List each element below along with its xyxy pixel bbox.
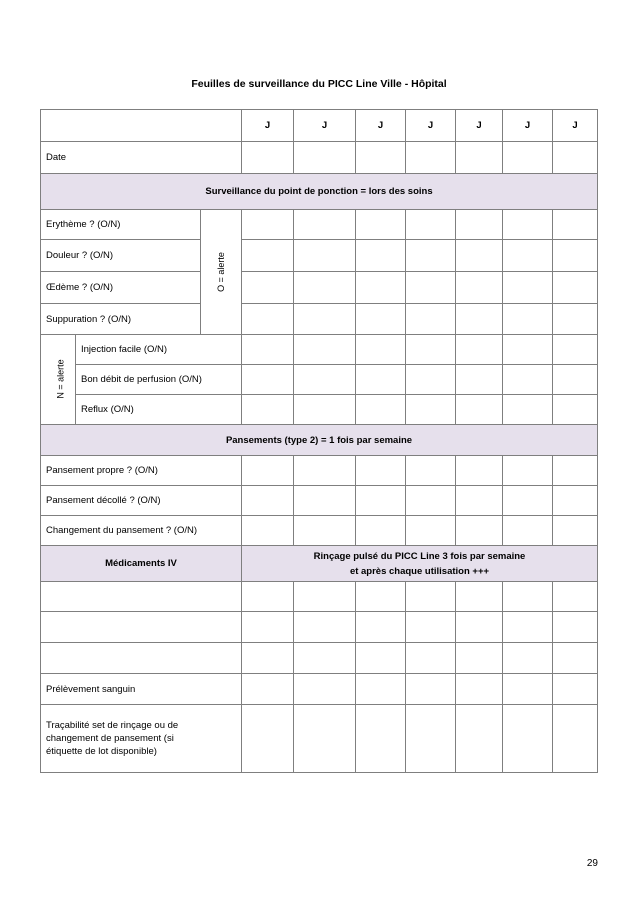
entry-cell[interactable] <box>553 516 598 546</box>
entry-cell[interactable] <box>242 643 294 674</box>
tracabilite-line: changement de pansement (si <box>46 733 174 744</box>
entry-cell[interactable] <box>294 674 356 705</box>
day-header: J <box>294 110 356 142</box>
o-row <box>41 304 598 335</box>
entry-cell[interactable] <box>406 705 456 773</box>
section-header-row <box>41 174 598 210</box>
prelevement-row <box>41 674 598 705</box>
entry-cell[interactable] <box>242 612 294 643</box>
entry-cell[interactable] <box>406 516 456 546</box>
rincage-line: et après chaque utilisation +++ <box>349 565 490 577</box>
entry-cell[interactable] <box>242 272 294 304</box>
tracabilite-line: étiquette de lot disponible) <box>46 746 157 757</box>
entry-cell[interactable] <box>503 582 553 612</box>
tracabilite-row <box>41 705 598 773</box>
entry-cell[interactable] <box>242 674 294 705</box>
medicaments-title: Médicaments IV <box>41 546 242 582</box>
day-header-row <box>41 110 598 142</box>
entry-cell[interactable] <box>294 142 356 174</box>
row-label: Pansement propre ? (O/N) <box>41 456 242 486</box>
entry-cell[interactable] <box>294 516 356 546</box>
n-row <box>41 335 598 365</box>
entry-cell[interactable] <box>553 643 598 674</box>
entry-cell[interactable] <box>456 456 503 486</box>
day-header: J <box>406 110 456 142</box>
entry-cell[interactable] <box>242 365 294 395</box>
pansement-row <box>41 486 598 516</box>
entry-cell[interactable] <box>503 272 553 304</box>
entry-cell[interactable] <box>242 304 294 335</box>
entry-cell[interactable] <box>553 304 598 335</box>
day-header: J <box>503 110 553 142</box>
entry-cell[interactable] <box>456 395 503 425</box>
entry-cell[interactable] <box>553 240 598 272</box>
entry-cell[interactable] <box>406 272 456 304</box>
entry-cell[interactable] <box>406 643 456 674</box>
entry-cell[interactable] <box>503 395 553 425</box>
n-alerte-text: N = alerte <box>55 359 66 399</box>
entry-cell[interactable] <box>553 272 598 304</box>
entry-cell[interactable] <box>294 395 356 425</box>
day-header: J <box>553 110 598 142</box>
tracabilite-label <box>41 705 242 773</box>
entry-cell[interactable] <box>242 516 294 546</box>
row-label: Injection facile (O/N) <box>76 335 242 365</box>
n-alerte-label <box>41 335 76 425</box>
entry-cell[interactable] <box>456 240 503 272</box>
entry-cell[interactable] <box>356 395 406 425</box>
entry-cell[interactable] <box>553 210 598 240</box>
tracabilite-line: Traçabilité set de rinçage ou de <box>46 720 179 731</box>
row-label: Prélèvement sanguin <box>41 674 242 705</box>
entry-cell[interactable] <box>456 643 503 674</box>
entry-cell[interactable] <box>456 335 503 365</box>
entry-cell[interactable] <box>553 456 598 486</box>
entry-cell[interactable] <box>356 643 406 674</box>
entry-cell[interactable] <box>294 365 356 395</box>
row-label: Pansement décollé ? (O/N) <box>41 486 242 516</box>
entry-cell[interactable] <box>356 516 406 546</box>
entry-cell[interactable] <box>503 240 553 272</box>
entry-cell[interactable] <box>242 582 294 612</box>
row-label: Douleur ? (O/N) <box>41 240 201 272</box>
section-header-row <box>41 425 598 456</box>
o-row <box>41 272 598 304</box>
entry-cell[interactable] <box>406 395 456 425</box>
entry-cell[interactable] <box>356 486 406 516</box>
entry-cell[interactable] <box>456 210 503 240</box>
medicament-row <box>41 582 598 612</box>
entry-cell[interactable] <box>406 456 456 486</box>
entry-cell[interactable] <box>406 142 456 174</box>
entry-cell[interactable] <box>553 142 598 174</box>
row-label: Changement du pansement ? (O/N) <box>41 516 242 546</box>
row-label: Date <box>41 142 242 174</box>
o-row <box>41 210 598 240</box>
entry-cell[interactable] <box>242 395 294 425</box>
entry-cell[interactable] <box>406 335 456 365</box>
entry-cell[interactable] <box>294 272 356 304</box>
entry-cell[interactable] <box>356 705 406 773</box>
entry-cell[interactable] <box>456 516 503 546</box>
header-blank-cell <box>41 110 242 142</box>
entry-cell[interactable] <box>456 582 503 612</box>
rincage-line: Rinçage pulsé du PICC Line 3 fois par semaine <box>313 550 526 562</box>
entry-cell[interactable] <box>456 612 503 643</box>
entry-cell[interactable] <box>294 582 356 612</box>
day-header: J <box>456 110 503 142</box>
entry-cell[interactable] <box>242 486 294 516</box>
entry-cell[interactable] <box>503 612 553 643</box>
entry-cell[interactable] <box>553 365 598 395</box>
entry-cell[interactable] <box>503 142 553 174</box>
medicament-name-cell[interactable] <box>41 582 242 612</box>
entry-cell[interactable] <box>242 705 294 773</box>
pansement-row <box>41 456 598 486</box>
row-label: Bon débit de perfusion (O/N) <box>76 365 242 395</box>
n-row <box>41 365 598 395</box>
medicaments-header-row <box>41 546 598 582</box>
row-label: Suppuration ? (O/N) <box>41 304 201 335</box>
entry-cell[interactable] <box>294 705 356 773</box>
page-number: 29 <box>586 858 598 869</box>
entry-cell[interactable] <box>294 335 356 365</box>
entry-cell[interactable] <box>294 486 356 516</box>
entry-cell[interactable] <box>503 674 553 705</box>
section-title: Pansements (type 2) = 1 fois par semaine <box>41 425 598 456</box>
medicament-name-cell[interactable] <box>41 643 242 674</box>
pansement-row <box>41 516 598 546</box>
entry-cell[interactable] <box>356 304 406 335</box>
entry-cell[interactable] <box>356 240 406 272</box>
entry-cell[interactable] <box>242 240 294 272</box>
entry-cell[interactable] <box>456 142 503 174</box>
entry-cell[interactable] <box>456 674 503 705</box>
entry-cell[interactable] <box>356 365 406 395</box>
o-alerte-label <box>201 210 242 335</box>
entry-cell[interactable] <box>456 272 503 304</box>
entry-cell[interactable] <box>294 456 356 486</box>
o-alerte-text: O = alerte <box>216 251 226 292</box>
entry-cell[interactable] <box>406 674 456 705</box>
entry-cell[interactable] <box>356 456 406 486</box>
medicament-row <box>41 612 598 643</box>
row-label: Reflux (O/N) <box>76 395 242 425</box>
medicament-name-cell[interactable] <box>41 612 242 643</box>
section-title: Surveillance du point de ponction = lors des soins <box>41 174 598 210</box>
entry-cell[interactable] <box>503 335 553 365</box>
date-row <box>41 142 598 174</box>
entry-cell[interactable] <box>294 643 356 674</box>
entry-cell[interactable] <box>406 486 456 516</box>
day-header: J <box>356 110 406 142</box>
entry-cell[interactable] <box>406 210 456 240</box>
entry-cell[interactable] <box>406 304 456 335</box>
entry-cell[interactable] <box>503 304 553 335</box>
entry-cell[interactable] <box>553 335 598 365</box>
entry-cell[interactable] <box>553 612 598 643</box>
entry-cell[interactable] <box>294 210 356 240</box>
entry-cell[interactable] <box>553 674 598 705</box>
entry-cell[interactable] <box>553 395 598 425</box>
entry-cell[interactable] <box>356 612 406 643</box>
entry-cell[interactable] <box>406 612 456 643</box>
entry-cell[interactable] <box>242 335 294 365</box>
entry-cell[interactable] <box>456 365 503 395</box>
entry-cell[interactable] <box>356 272 406 304</box>
entry-cell[interactable] <box>553 582 598 612</box>
entry-cell[interactable] <box>242 142 294 174</box>
entry-cell[interactable] <box>356 582 406 612</box>
entry-cell[interactable] <box>503 456 553 486</box>
entry-cell[interactable] <box>456 705 503 773</box>
entry-cell[interactable] <box>356 335 406 365</box>
entry-cell[interactable] <box>294 612 356 643</box>
n-row <box>41 395 598 425</box>
entry-cell[interactable] <box>406 240 456 272</box>
day-header: J <box>242 110 294 142</box>
entry-cell[interactable] <box>503 210 553 240</box>
rincage-note <box>242 546 598 582</box>
entry-cell[interactable] <box>456 486 503 516</box>
entry-cell[interactable] <box>503 486 553 516</box>
o-row <box>41 240 598 272</box>
entry-cell[interactable] <box>503 365 553 395</box>
entry-cell[interactable] <box>553 705 598 773</box>
surveillance-table <box>40 109 598 773</box>
entry-cell[interactable] <box>356 674 406 705</box>
entry-cell[interactable] <box>294 240 356 272</box>
entry-cell[interactable] <box>242 210 294 240</box>
medicament-row <box>41 643 598 674</box>
entry-cell[interactable] <box>356 210 406 240</box>
entry-cell[interactable] <box>406 582 456 612</box>
entry-cell[interactable] <box>406 365 456 395</box>
page-title: Feuilles de surveillance du PICC Line Ville - Hôpital <box>191 78 447 90</box>
entry-cell[interactable] <box>242 456 294 486</box>
entry-cell[interactable] <box>356 142 406 174</box>
entry-cell[interactable] <box>294 304 356 335</box>
entry-cell[interactable] <box>503 705 553 773</box>
row-label: Œdème ? (O/N) <box>41 272 201 304</box>
row-label: Erythème ? (O/N) <box>41 210 201 240</box>
entry-cell[interactable] <box>503 643 553 674</box>
entry-cell[interactable] <box>456 304 503 335</box>
entry-cell[interactable] <box>503 516 553 546</box>
entry-cell[interactable] <box>553 486 598 516</box>
